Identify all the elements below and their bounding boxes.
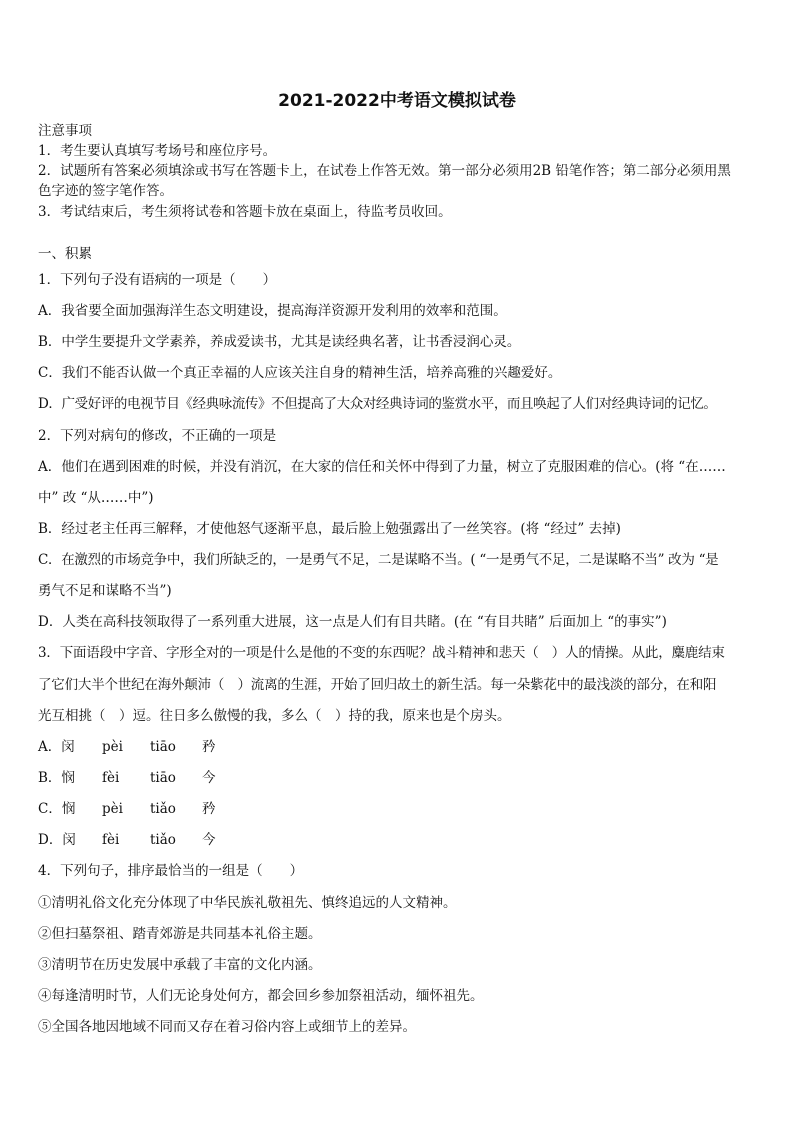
q2-option-d: D．人类在高科技领取得了一系列重大进展，这一点是人们有目共睹。(在 “有目共睹” 后面加上 “的事实”): [38, 614, 667, 630]
option-pinyin-1: fèi: [102, 770, 120, 786]
q1-stem: 1．下列句子没有语病的一项是（ ）: [38, 272, 277, 288]
q3-option-c: [38, 800, 216, 818]
q4-item: ③清明节在历史发展中承载了丰富的文化内涵。: [38, 957, 322, 973]
option-pinyin-2: tiǎo: [150, 832, 176, 848]
exam-title: 2021-2022中考语文模拟试卷: [278, 91, 516, 111]
option-char: 今: [202, 832, 216, 848]
q4-item: ⑤全国各地因地域不同而又存在着习俗内容上或细节上的差异。: [38, 1019, 416, 1035]
notice-item: 2．试题所有答案必须填涂或书写在答题卡上，在试卷上作答无效。第一部分必须用2B 铅笔作答；第二部分必须用黑: [38, 163, 731, 179]
notice-item: 3．考试结束后，考生须将试卷和答题卡放在桌面上，待监考员收回。: [38, 204, 452, 220]
option-pinyin-2: tiāo: [150, 739, 176, 755]
q2-option-c: C．在激烈的市场竞争中，我们所缺乏的，一是勇气不足，二是谋略不当。( “一是勇气不足，二是谋略不当” 改为 “是: [38, 552, 719, 568]
option-pinyin-2: tiǎo: [150, 801, 176, 817]
option-pinyin-1: pèi: [102, 739, 123, 755]
q3-stem-cont: 光互相挑（ ）逗。往日多么傲慢的我，多么（ ）持的我，原来也是个房头。: [38, 708, 511, 724]
option-char: 矜: [202, 739, 216, 755]
q1-option-a: A．我省要全面加强海洋生态文明建设，提高海洋资源开发利用的效率和范围。: [38, 303, 507, 319]
q1-option-d: D．广受好评的电视节目《经典咏流传》不但提高了大众对经典诗词的鉴赏水平，而且唤起了人们对经典诗词的记忆。: [38, 396, 717, 412]
option-letter: A．闵: [38, 739, 75, 755]
option-letter: C．悯: [38, 801, 76, 817]
q2-stem: 2．下列对病句的修改，不正确的一项是: [38, 428, 277, 444]
section-heading: 一、积累: [38, 246, 92, 262]
q3-option-b: [38, 769, 216, 787]
q1-option-b: B．中学生要提升文学素养，养成爱读书，尤其是读经典名著，让书香浸润心灵。: [38, 334, 521, 350]
q4-item: ④每逢清明时节，人们无论身处何方，都会回乡参加祭祖活动，缅怀祖先。: [38, 988, 484, 1004]
option-pinyin-1: pèi: [102, 801, 123, 817]
q2-option-b: B．经过老主任再三解释，才使他怒气逐渐平息，最后脸上勉强露出了一丝笑容。(将 “经过” 去掉): [38, 521, 621, 537]
q4-item: ②但扫墓祭祖、踏青郊游是共同基本礼俗主题。: [38, 926, 322, 942]
q1-option-c: C．我们不能否认做一个真正幸福的人应该关注自身的精神生活，培养高雅的兴趣爱好。: [38, 365, 562, 381]
option-pinyin-2: tiāo: [150, 770, 176, 786]
q4-item: ①清明礼俗文化充分体现了中华民族礼敬祖先、慎终追远的人文精神。: [38, 895, 457, 911]
q3-option-a: [38, 738, 216, 756]
option-letter: D．闵: [38, 832, 76, 848]
q2-option-c-cont: 勇气不足和谋略不当”): [38, 583, 172, 599]
q2-option-a: A．他们在遇到困难的时候，并没有消沉，在大家的信任和关怀中得到了力量，树立了克服困难的信心。(将 “在……: [38, 459, 726, 475]
notice-item: 色字迹的签字笔作答。: [38, 183, 173, 199]
notice-item: 1．考生要认真填写考场号和座位序号。: [38, 143, 277, 159]
option-char: 今: [202, 770, 216, 786]
q2-option-a-cont: 中” 改 “从……中”): [38, 490, 154, 506]
q3-stem-cont: 了它们大半个世纪在海外颠沛（ ）流离的生涯，开始了回归故土的新生活。每一朵紫花中的最浅淡的部分，在和阳: [38, 677, 717, 693]
q3-option-d: [38, 831, 216, 849]
option-char: 矜: [202, 801, 216, 817]
q4-stem: 4．下列句子，排序最恰当的一组是（ ）: [38, 863, 304, 879]
option-pinyin-1: fèi: [102, 832, 120, 848]
notice-heading: 注意事项: [38, 123, 92, 139]
option-letter: B．悯: [38, 770, 75, 786]
q3-stem: 3．下面语段中字音、字形全对的一项是什么是他的不变的东西呢？战斗精神和悲天（ ）人的情操。从此，麋鹿结束: [38, 645, 725, 661]
